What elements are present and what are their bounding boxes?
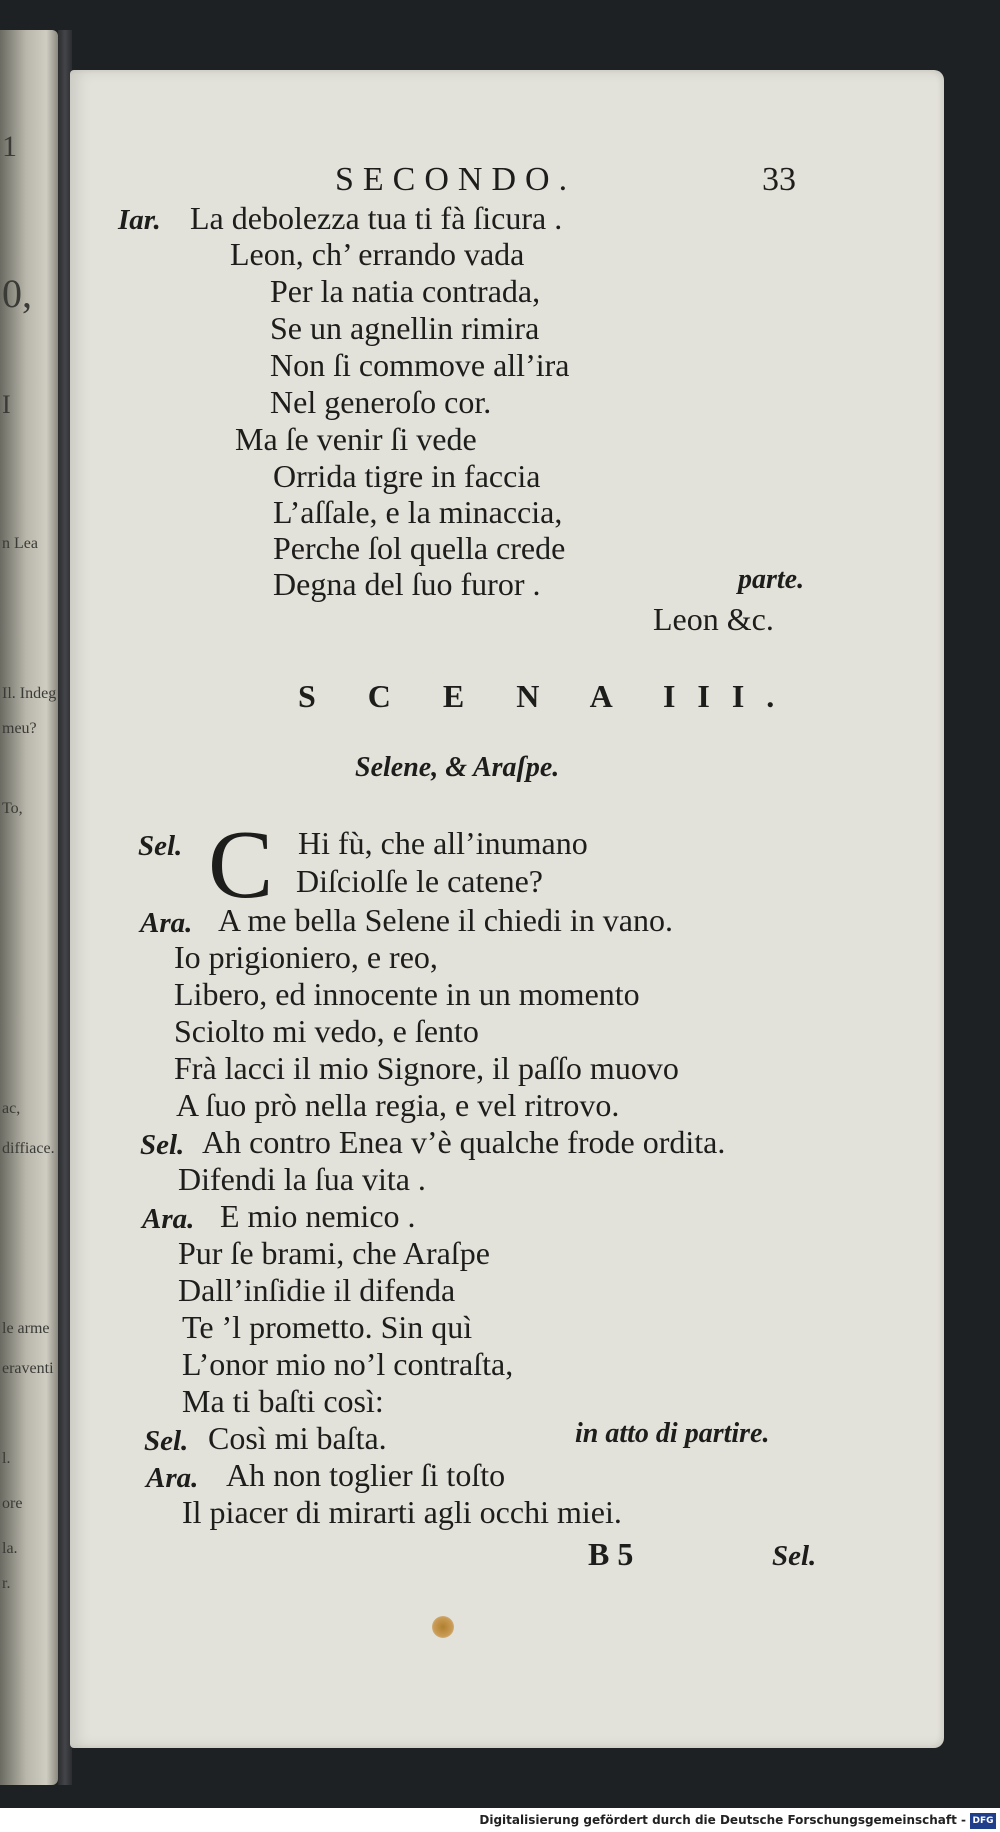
da-capo-marker: Leon &c. [653, 601, 774, 637]
running-title: SECONDO. [335, 161, 577, 198]
left-page-fragment: la. [2, 1540, 18, 1557]
credit-bar [0, 1808, 1000, 1832]
credit-text: Digitalisierung gefördert durch die Deutsche Forschungsgemeinschaft - [479, 1813, 966, 1827]
ink-stain [432, 1616, 454, 1638]
left-page-fragment: meu? [2, 720, 37, 737]
verse-line: Ma ti baſti così: [182, 1383, 384, 1419]
left-page-fragment: Il. Indeg [2, 685, 56, 702]
verse-line: E mio nemico . [220, 1198, 416, 1234]
verse-line: Hi fù, che all’inumano [298, 825, 588, 861]
verse-line: Perche ſol quella crede [273, 530, 566, 566]
verse-line: Pur ſe brami, che Araſpe [178, 1235, 490, 1271]
left-page-fragment: eraventi [2, 1360, 54, 1377]
verse-line: Diſciolſe le catene? [296, 863, 543, 899]
verse-line: Dall’inſidie il difenda [178, 1272, 456, 1308]
verse-line: L’onor mio no’l contraſta, [182, 1346, 514, 1382]
speaker-label: Iar. [118, 204, 161, 236]
verse-line: Libero, ed innocente in un momento [174, 976, 640, 1012]
verse-line: Sciolto mi vedo, e ſento [174, 1013, 479, 1049]
verse-line: Ma ſe venir ſi vede [235, 421, 477, 457]
verse-line: Non ſi commove all’ira [270, 347, 570, 383]
verse-line: Per la natia contrada, [270, 273, 541, 309]
dfg-logo-icon: DFG [970, 1813, 996, 1829]
drop-cap: C [208, 811, 274, 919]
book-page [70, 70, 944, 1748]
verse-line: Degna del ſuo furor . [273, 566, 541, 602]
verse-line: Ah non toglier ſi toſto [226, 1457, 506, 1493]
verse-line: Leon, ch’ errando vada [230, 236, 525, 272]
verse-line: Così mi baſta. [208, 1420, 387, 1456]
left-page-edge [0, 30, 58, 1785]
verse-line: L’aſſale, e la minaccia, [273, 494, 563, 530]
speaker-label: Ara. [140, 907, 193, 939]
verse-line: Il piacer di mirarti agli occhi miei. [182, 1494, 622, 1530]
left-page-fragment: ore [2, 1495, 23, 1512]
scene-characters: Selene, & Araſpe. [355, 752, 560, 783]
verse-line: Difendi la ſua vita . [178, 1161, 426, 1197]
verse-line: A ſuo prò nella regia, e vel ritrovo. [176, 1087, 620, 1123]
verse-line: A me bella Selene il chiedi in vano. [218, 902, 673, 938]
left-page-fragment: 0, [2, 271, 32, 316]
page-number: 33 [762, 161, 796, 198]
left-page-fragment: r. [2, 1575, 11, 1592]
speaker-label: Sel. [138, 830, 183, 862]
signature-mark: B 5 [588, 1536, 634, 1572]
verse-line: Io prigioniero, e reo, [174, 939, 438, 975]
left-page-fragment: I [2, 390, 11, 419]
scene-heading: S C E N A III. [298, 678, 797, 714]
verse-line: Te ’l prometto. Sin quì [182, 1309, 473, 1345]
verse-line: Nel generoſo cor. [270, 384, 492, 420]
left-page-fragment: To, [2, 800, 23, 817]
stage-direction: parte. [738, 564, 805, 595]
left-page-fragment: 1 [2, 130, 17, 163]
verse-line: Se un agnellin rimira [270, 310, 540, 346]
verse-line: Ah contro Enea v’è qualche frode ordita. [202, 1124, 726, 1160]
left-page-fragment: le arme [2, 1320, 50, 1337]
left-page-fragment: l. [2, 1450, 11, 1467]
catchword: Sel. [772, 1540, 817, 1572]
left-page-fragment: ac, [2, 1100, 21, 1117]
left-page-fragment: n Lea [2, 535, 38, 552]
left-page-fragment: diffiace. [2, 1140, 55, 1157]
speaker-label: Sel. [140, 1129, 185, 1161]
speaker-label: Sel. [144, 1425, 189, 1457]
stage-direction: in atto di partire. [575, 1418, 770, 1449]
speaker-label: Ara. [142, 1203, 195, 1235]
verse-line: Frà lacci il mio Signore, il paſſo muovo [174, 1050, 679, 1086]
verse-line: Orrida tigre in faccia [273, 458, 541, 494]
speaker-label: Ara. [146, 1462, 199, 1494]
verse-line: La debolezza tua ti fà ſicura . [190, 200, 563, 236]
